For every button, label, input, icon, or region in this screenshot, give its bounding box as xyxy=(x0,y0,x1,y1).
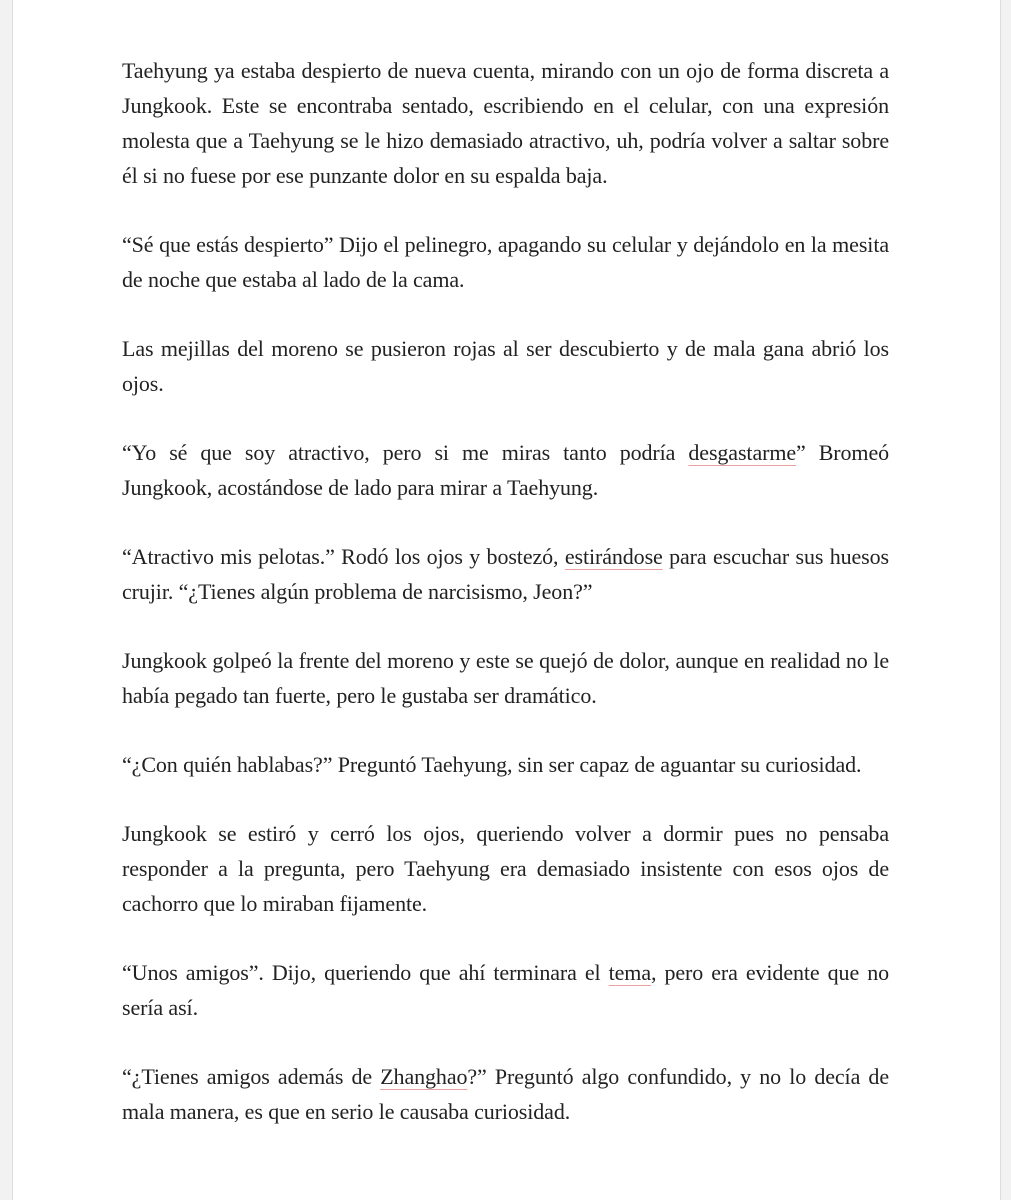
paragraph-text: “Atractivo mis pelotas.” Rodó los ojos y bostezó, xyxy=(122,544,565,569)
paragraph-text: “Sé que estás despierto” Dijo el pelinegro, apagando su celular y dejándolo en la mesita de noche que estaba al lado de la cama. xyxy=(122,232,889,292)
paragraph-8 xyxy=(122,816,889,921)
paragraph-text: Las mejillas del moreno se pusieron rojas al ser descubierto y de mala gana abrió los ojos. xyxy=(122,336,889,396)
spellcheck-underlined-word[interactable]: Zhanghao xyxy=(380,1064,468,1089)
paragraph-text: ” Bromeó Jungkook, acostándose de lado para mirar a Taehyung. xyxy=(122,440,890,500)
paragraph-10 xyxy=(122,1059,889,1129)
paragraph-text: “¿Con quién hablabas?” Preguntó Taehyung, sin ser capaz de aguantar su curiosidad. xyxy=(122,752,862,777)
paragraph-6 xyxy=(122,643,889,713)
paragraph-1 xyxy=(122,53,889,193)
paragraph-text: para escuchar sus huesos crujir. “¿Tienes algún problema de narcisismo, Jeon?” xyxy=(122,544,889,604)
document-body xyxy=(122,53,889,1129)
paragraph-4 xyxy=(122,435,889,505)
paragraph-text: ?” Preguntó algo confundido, y no lo decía de mala manera, es que en serio le causaba curiosidad. xyxy=(122,1064,889,1124)
paragraph-9 xyxy=(122,955,889,1025)
page-edge-right xyxy=(1000,0,1011,1200)
page-edge-left xyxy=(0,0,13,1200)
paragraph-text: “¿Tienes amigos además de xyxy=(122,1064,381,1089)
spellcheck-underlined-word[interactable]: tema xyxy=(608,960,651,985)
paragraph-text: Taehyung ya estaba despierto de nueva cuenta, mirando con un ojo de forma discreta a Jungkook. Este se encontraba sentado, escribiendo en el celular, con una expresión molesta que a Taehyung se le hizo demasiado atractivo, uh, podría volver a saltar sobre él si no fuese por ese punzante dolor en su espalda baja. xyxy=(122,58,889,188)
paragraph-text: “Unos amigos”. Dijo, queriendo que ahí terminara el xyxy=(122,960,609,985)
paragraph-5 xyxy=(122,539,889,609)
paragraph-text: “Yo sé que soy atractivo, pero si me miras tanto podría xyxy=(122,440,689,465)
spellcheck-underlined-word[interactable]: estirándose xyxy=(564,544,663,569)
paragraph-7 xyxy=(122,747,889,782)
paragraph-text: Jungkook se estiró y cerró los ojos, queriendo volver a dormir pues no pensaba responder a la pregunta, pero Taehyung era demasiado insistente con esos ojos de cachorro que lo miraban fijamente. xyxy=(122,821,889,916)
paragraph-3 xyxy=(122,331,889,401)
paragraph-text: , pero era evidente que no sería así. xyxy=(122,960,889,1020)
paragraph-2 xyxy=(122,227,889,297)
paragraph-text: Jungkook golpeó la frente del moreno y este se quejó de dolor, aunque en realidad no le había pegado tan fuerte, pero le gustaba ser dramático. xyxy=(122,648,889,708)
spellcheck-underlined-word[interactable]: desgastarme xyxy=(688,440,797,465)
